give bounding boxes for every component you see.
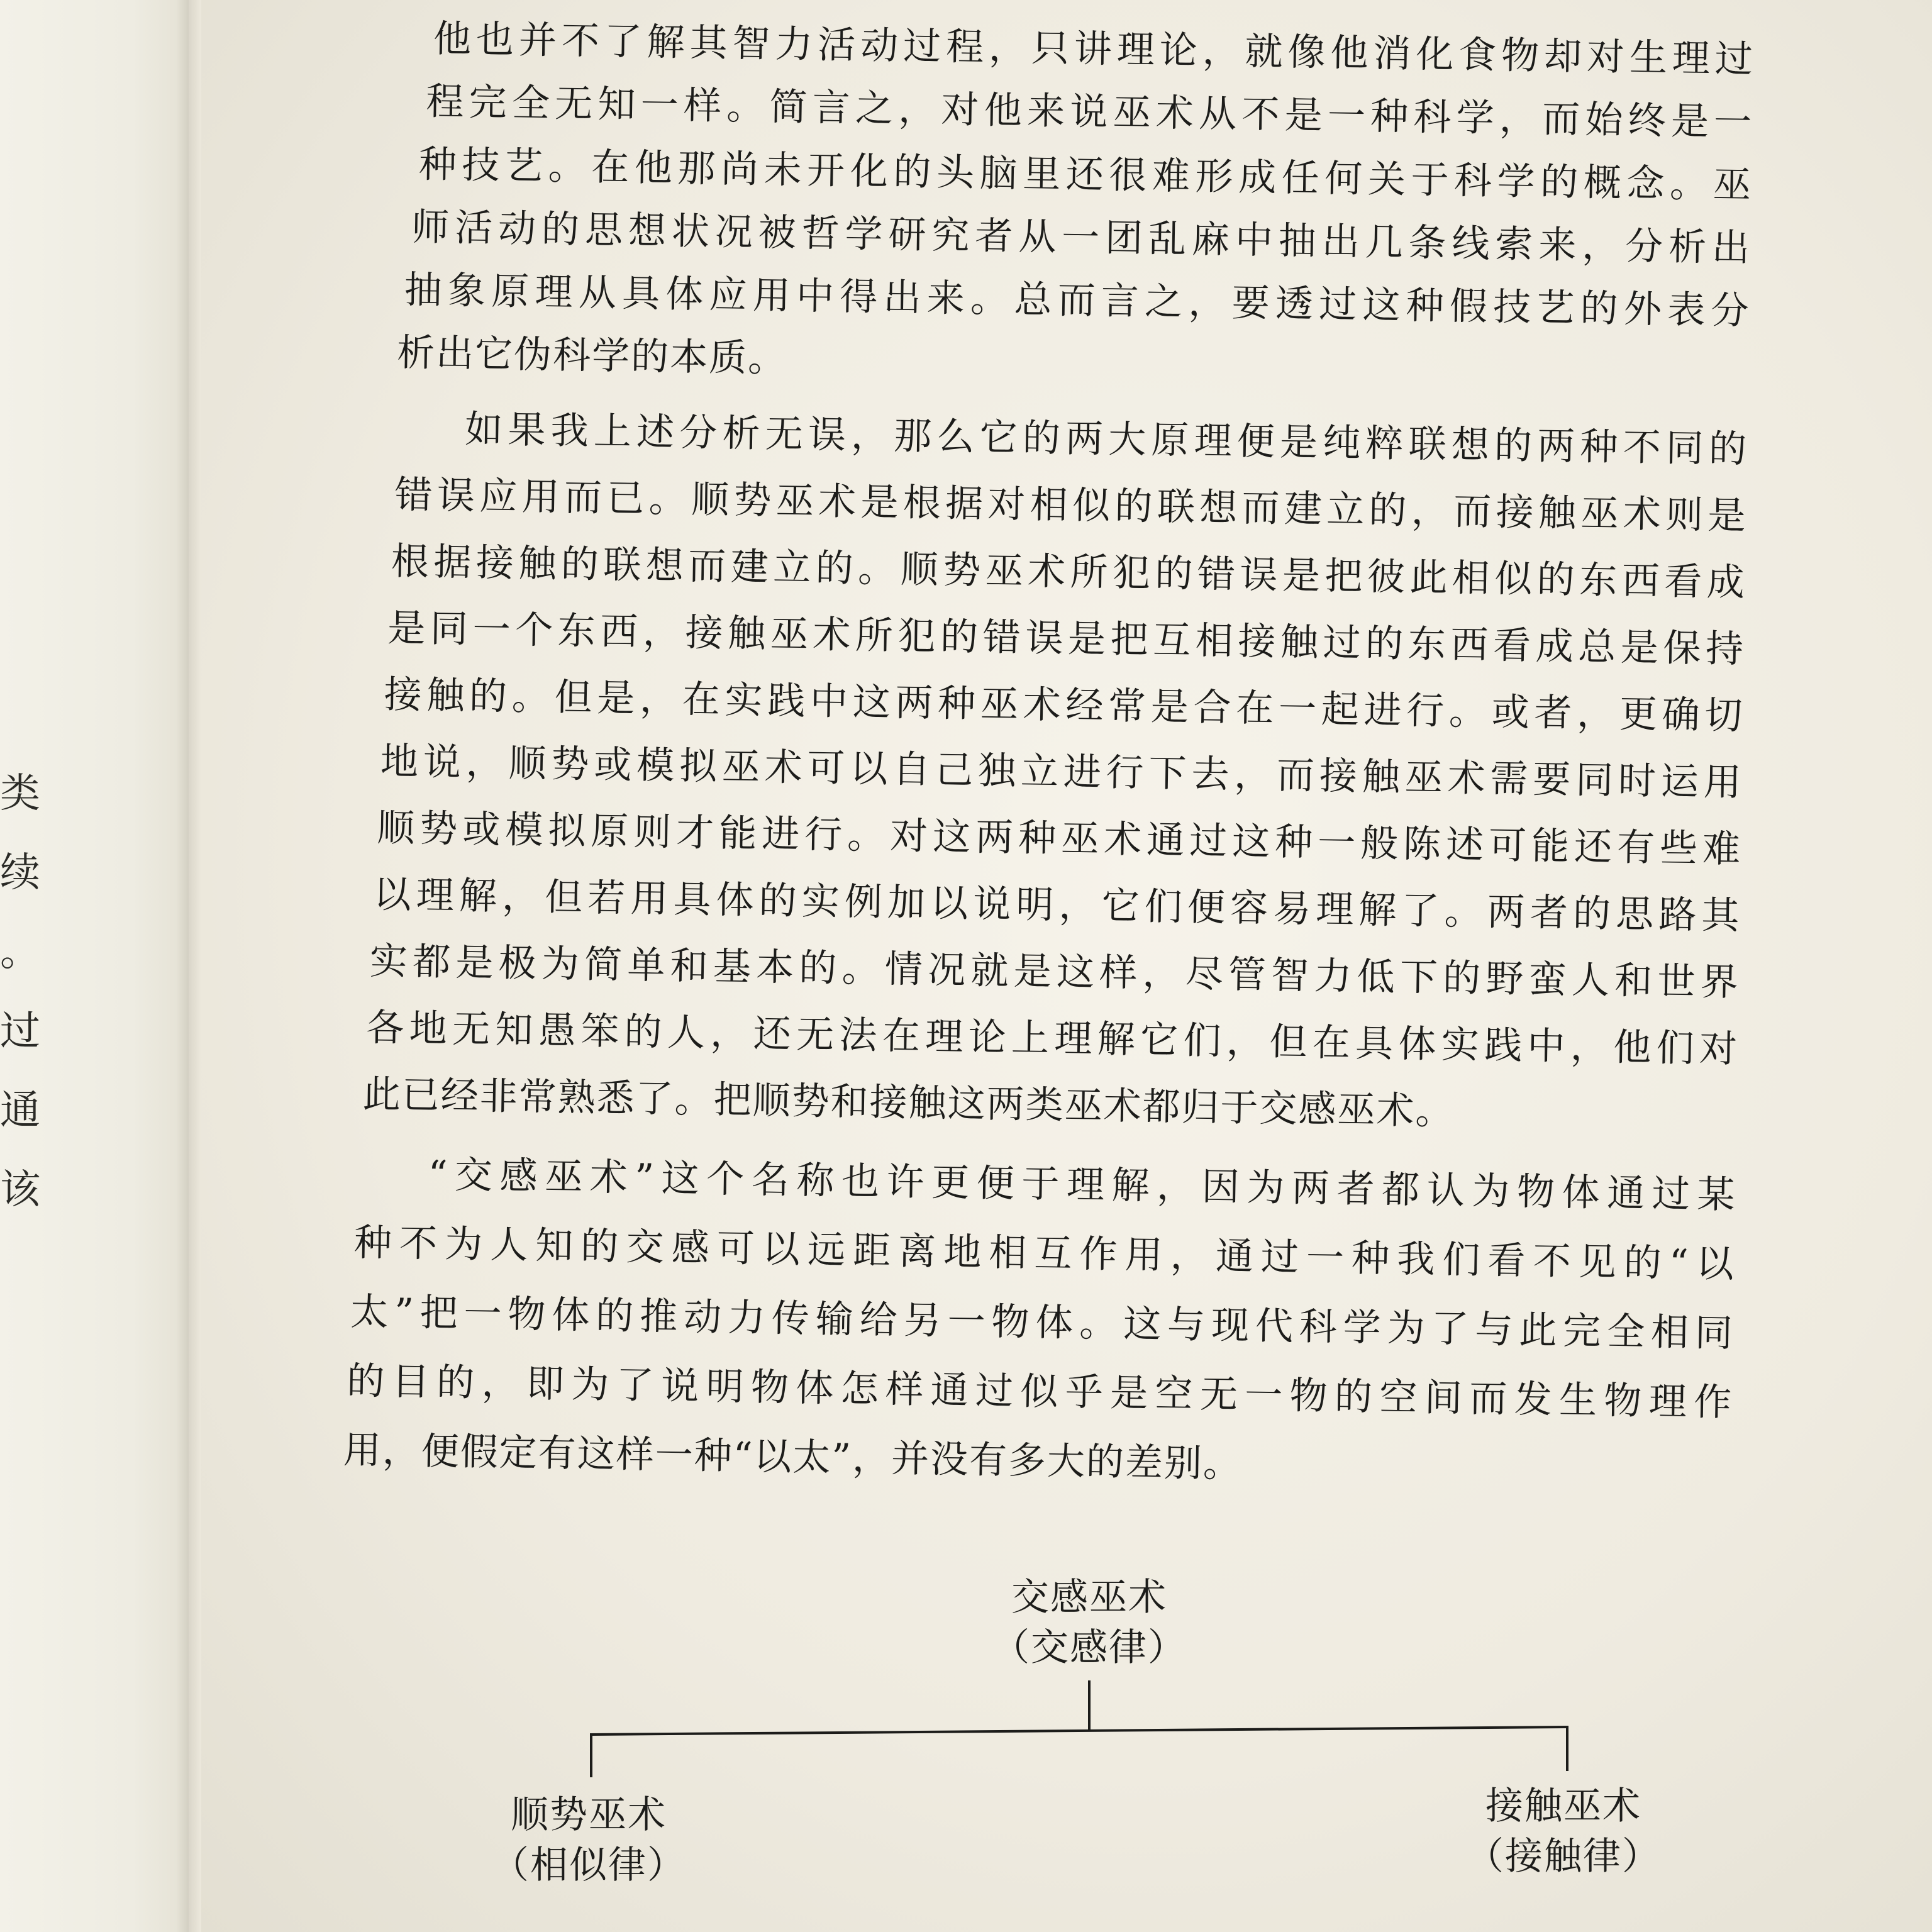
text-line: 如果我上述分析无误，那么它的两大原理便是纯粹联想的两种不同的 — [464, 407, 1748, 472]
text-line: 他也并不了解其智力活动过程，只讲理论，就像他消化食物却对生理过 — [433, 16, 1755, 82]
node-law: （交感律） — [992, 1626, 1187, 1670]
facing-fragment: 。 — [0, 929, 40, 975]
text-line: 接触的。但是，在实践中这两种巫术经常是合在一起进行。或者，更确切 — [384, 672, 1744, 738]
node-law: （相似律） — [491, 1843, 686, 1887]
text-line: 种技艺。在他那尚未开化的头脑里还很难形成任何关于科学的概念。巫 — [418, 142, 1753, 208]
node-title: 顺势巫术 — [511, 1793, 667, 1837]
diagram-node-contagious-magic — [1463, 1781, 1664, 1882]
text-line: 实都是极为简单和基本的。情况就是这样，尽管智力低下的野蛮人和世界 — [369, 939, 1740, 1005]
text-line: 错误应用而已。顺势巫术是根据对相似的联想而建立的，而接触巫术则是 — [394, 472, 1747, 538]
node-title: 交感巫术 — [1011, 1575, 1167, 1619]
text-line: 师活动的思想状况被哲学研究者从一团乱麻中抽出几条线索来，分析出 — [411, 205, 1752, 270]
facing-fragment: 类 — [0, 770, 40, 817]
text-line: 各地无知愚笨的人，还无法在理论上理解它们，但在具体实践中，他们对 — [365, 1006, 1739, 1072]
text-line: 根据接触的联想而建立的。顺势巫术所犯的错误是把彼此相似的东西看成 — [391, 539, 1746, 605]
text-line: 析出它伪科学的本质。 — [396, 330, 787, 381]
text-line: 顺势或模拟原则才能进行。对这两种巫术通过这种一般陈述可能还有些难 — [376, 806, 1742, 872]
text-line: 以理解，但若用具体的实例加以说明，它们便容易理解了。两者的思路其 — [373, 872, 1741, 938]
facing-fragment: 该 — [0, 1167, 40, 1213]
facing-fragment: 通 — [0, 1087, 40, 1134]
facing-fragment: 续 — [0, 850, 40, 896]
text-line: 太”把一物体的推动力传输给另一物体。这与现代科学为了与此完全相同 — [350, 1289, 1735, 1356]
text-line: 抽象原理从具体应用中得出来。总而言之，要透过这种假技艺的外表分 — [404, 268, 1751, 333]
diagram-node-homeopathic-magic — [488, 1790, 689, 1890]
facing-fragment: 过 — [0, 1008, 40, 1055]
text-line: 程完全无知一样。简言之，对他来说巫术从不是一种科学，而始终是一 — [425, 79, 1753, 145]
text-line: 是同一个东西，接触巫术所犯的错误是把互相接触过的东西看成总是保持 — [387, 606, 1745, 672]
text-line: 用，便假定有这样一种“以太”，并没有多大的差别。 — [343, 1428, 1243, 1487]
node-law: （接触律） — [1466, 1835, 1661, 1879]
diagram-node-sympathetic-magic — [989, 1572, 1190, 1673]
branch-bar-line — [591, 1727, 1568, 1735]
node-title: 接触巫术 — [1485, 1784, 1641, 1828]
text-line: 地说，顺势或模拟巫术可以自己独立进行下去，而接触巫术需要同时运用 — [380, 739, 1743, 805]
text-line: 种不为人知的交感可以远距离地相互作用，通过一种我们看不见的“以 — [353, 1220, 1736, 1287]
text-line: “交感巫术”这个名称也许更便于理解，因为两者都认为物体通过某 — [428, 1152, 1736, 1218]
text-line: 的目的，即为了说明物体怎样通过似乎是空无一物的空间而发生物理作 — [346, 1358, 1733, 1425]
text-line: 此已经非常熟悉了。把顺势和接触这两类巫术都归于交感巫术。 — [362, 1072, 1455, 1134]
